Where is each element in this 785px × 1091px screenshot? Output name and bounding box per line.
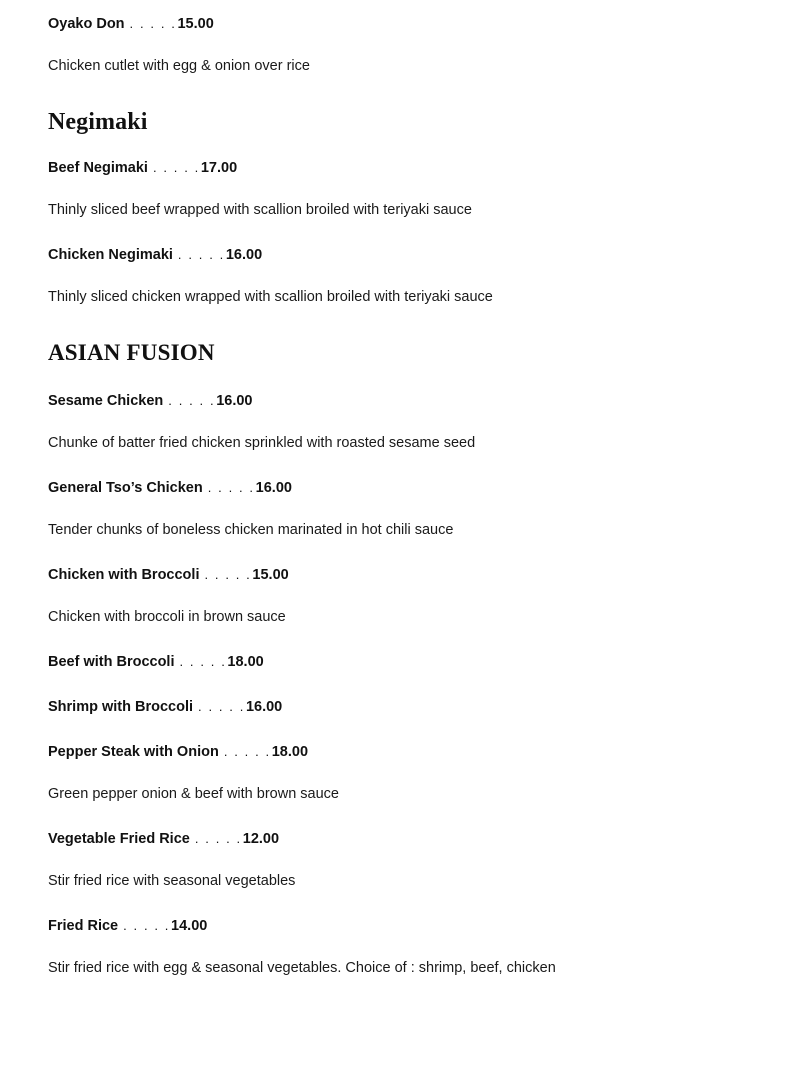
menu-item-line (48, 916, 737, 936)
menu-item (48, 565, 737, 627)
leader-dots: . . . . . (179, 654, 227, 669)
menu-item-description: Stir fried rice with egg & seasonal vegetables. Choice of : shrimp, beef, chicken (48, 960, 556, 976)
leader-dots: . . . . . (177, 247, 225, 262)
leader-dots: . . . . . (204, 567, 252, 582)
leader-dots: . . . . . (198, 699, 245, 714)
menu-item-line (48, 391, 737, 411)
menu-item-name: Vegetable Fried Rice (48, 831, 190, 847)
menu-item-description: Stir fried rice with seasonal vegetables (48, 873, 296, 889)
leader-dots: . . . . . (152, 160, 200, 175)
menu-item (48, 742, 737, 804)
menu-item-description: Chicken with broccoli in brown sauce (48, 609, 286, 625)
menu-item (48, 391, 737, 453)
menu-item-price: 18.00 (227, 654, 264, 670)
menu-item-name: Fried Rice (48, 918, 119, 934)
menu-item-name: Chicken Negimaki (48, 247, 173, 263)
menu-item (48, 478, 737, 540)
menu-content (48, 0, 737, 978)
menu-item-name: Sesame Chicken (48, 393, 164, 409)
menu-item-price: 16.00 (225, 247, 263, 263)
leader-dots: . . . . . (168, 393, 216, 408)
menu-item-name: General Tso’s Chicken (48, 480, 203, 496)
menu-item-line (48, 14, 737, 34)
menu-item-price: 16.00 (245, 699, 283, 715)
menu-item-description: Tender chunks of boneless chicken marinated in hot chili sauce (48, 522, 454, 538)
leader-dots: . . . . . (129, 16, 177, 31)
menu-item (48, 916, 737, 978)
menu-item-line (48, 565, 737, 585)
menu-item-line (48, 697, 737, 717)
section-heading: Negimaki (48, 109, 148, 135)
menu-item-line (48, 478, 737, 498)
leader-dots: . . . . . (123, 918, 171, 933)
menu-item-price: 17.00 (200, 160, 238, 176)
section-heading: ASIAN FUSION (48, 340, 215, 365)
menu-item-description: Thinly sliced chicken wrapped with scallion broiled with teriyaki sauce (48, 289, 493, 305)
menu-item-line (48, 158, 737, 178)
menu-item-name: Shrimp with Broccoli (48, 699, 194, 715)
menu-item-price: 15.00 (177, 16, 214, 32)
menu-item-line (48, 829, 737, 849)
menu-item-description: Chunke of batter fried chicken sprinkled with roasted sesame seed (48, 435, 476, 451)
menu-item-description: Chicken cutlet with egg & onion over rice (48, 58, 310, 74)
menu-item (48, 697, 737, 717)
menu-item-name: Pepper Steak with Onion (48, 744, 219, 760)
menu-item (48, 245, 737, 307)
menu-item-price: 16.00 (216, 393, 253, 409)
menu-item-line (48, 245, 737, 265)
menu-item-line (48, 742, 737, 762)
leader-dots: . . . . . (194, 831, 242, 846)
menu-item (48, 14, 737, 76)
menu-item (48, 829, 737, 891)
menu-item-name: Oyako Don (48, 16, 125, 32)
menu-item-price: 12.00 (242, 831, 280, 847)
menu-item-price: 15.00 (252, 567, 289, 583)
menu-item-name: Chicken with Broccoli (48, 567, 200, 583)
menu-item-price: 18.00 (271, 744, 309, 760)
menu-item-price: 14.00 (171, 918, 208, 934)
menu-item-name: Beef with Broccoli (48, 654, 175, 670)
menu-item (48, 652, 737, 672)
menu-item-description: Green pepper onion & beef with brown sauce (48, 786, 339, 802)
menu-item (48, 158, 737, 220)
menu-item-price: 16.00 (255, 480, 292, 496)
leader-dots: . . . . . (223, 744, 271, 759)
leader-dots: . . . . . (207, 480, 255, 495)
menu-item-name: Beef Negimaki (48, 160, 148, 176)
menu-item-description: Thinly sliced beef wrapped with scallion broiled with teriyaki sauce (48, 202, 472, 218)
menu-item-line (48, 652, 737, 672)
